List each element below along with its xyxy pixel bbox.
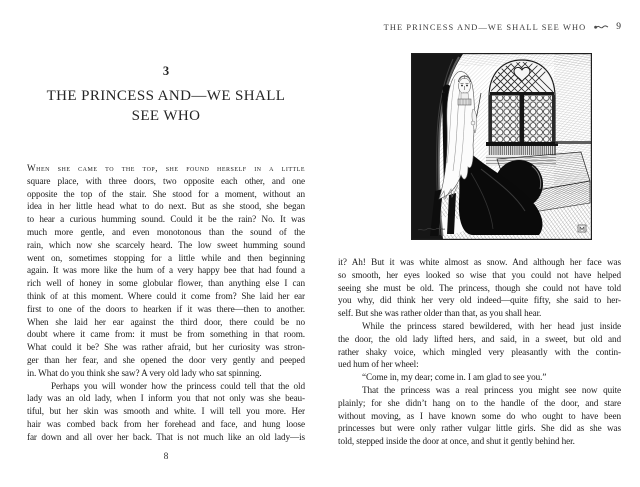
body-line: That the princess was a real princess you might see now quite	[362, 384, 621, 395]
body-line: When she laid her ear against the third door, there could be no	[27, 316, 305, 327]
body-line: idea in her little head what to do next. But as she stood, she began	[27, 201, 305, 212]
running-head-title: THE PRINCESS AND—WE SHALL SEE WHO	[383, 22, 587, 32]
body-line: rain, which now she scarcely heard. The low sweet humming sound	[27, 239, 305, 250]
bullseye-panes-left	[492, 96, 520, 142]
chapter-number: 3	[162, 64, 170, 78]
right-page-number: 9	[616, 22, 621, 32]
body-line: the door, the old lady lifted hers, and said, in a sweet, but old and	[338, 333, 621, 344]
body-line: think of at this moment. Where could it come from? She laid her ear	[27, 290, 305, 301]
body-line: went on, sometimes stopping for a little while and then beginning	[27, 252, 305, 263]
body-line: far down and all over her back. That is not much like an old lady—is	[27, 431, 305, 442]
body-line: hair was combed back from her forehead and face, and hung loose	[27, 418, 305, 429]
body-line: lady was an old lady, when I inform you that not only was she beau-	[27, 393, 305, 404]
body-line: again. It was more like the hum of a very happy bee that had found a	[27, 265, 305, 276]
body-line: rich well of honey in some globular flower, than anything else I can	[27, 278, 305, 289]
body-line: without moving, as I have known some do who ought to have been	[338, 410, 621, 421]
body-line: much more gentle, and even monotonous than the sound of the	[27, 226, 305, 237]
body-line: in. What do you think she saw? A very old lady who sat spinning.	[27, 367, 262, 378]
chapter-title-line-2: SEE WHO	[131, 108, 201, 124]
body-line: opposite the top of the stair. She stood for a moment, without an	[27, 188, 305, 199]
artist-monogram	[578, 225, 586, 232]
body-line: plainly; for she didn’t hang on to the handle of the door, and stare	[338, 397, 621, 408]
left-body-text	[27, 162, 305, 444]
chapter-title-line-1: THE PRINCESS AND—WE SHALL	[46, 88, 286, 104]
window-sill	[486, 142, 558, 146]
bullseye-panes-right	[524, 96, 552, 142]
body-line: seeing she must be old. The princess, though she could not have told	[338, 282, 621, 293]
body-line: square place, with three doors, two opposite each other, and one	[27, 175, 305, 186]
body-line: What could it be? She was rather afraid, but her curiosity was stron-	[27, 342, 305, 353]
body-line: While the princess stared bewildered, with her head just inside	[362, 320, 621, 331]
body-line: you why, did think her very old indeed—quite fifty, she said to her-	[338, 295, 621, 306]
body-line: Perhaps you will wonder how the princess could tell that the old	[51, 380, 305, 391]
right-body-text	[338, 256, 621, 448]
body-line: rather shaky voice, which mingled very pleasantly with the contin-	[338, 346, 621, 357]
body-line: When she came to the top, she found herself in a little	[27, 163, 305, 173]
woodcut-illustration	[411, 53, 592, 240]
princess-spinning-illustration	[411, 53, 592, 240]
body-line: princesses but were only rather vulgar little girls. She did as she was	[338, 423, 621, 434]
chapter-title	[27, 86, 305, 126]
page-left	[27, 0, 305, 487]
left-page-number: 8	[163, 452, 169, 462]
body-line: it? Ah! But it was white almost as snow. And although her face was	[338, 257, 621, 267]
body-line: ued hum of her wheel:	[338, 359, 419, 370]
page-right	[338, 0, 621, 487]
body-line: self. But she was rather older than that, as you shall hear.	[338, 308, 542, 319]
body-line: tiful, but her skin was smooth and white. I will tell you more. Her	[27, 406, 305, 417]
body-line: “Come in, my dear; come in. I am glad to see you.”	[362, 372, 547, 383]
body-line: told, stepped inside the door at once, and shut it gently behind her.	[338, 436, 575, 447]
body-line: doubt where it came from: it must be from something in that room.	[27, 329, 305, 340]
body-line: so smooth, her eyes looked so wise that you could not have helped	[338, 269, 621, 280]
body-line: ger than her fear, and she opened the door very gently and peeped	[27, 354, 305, 365]
body-line: to hear a curious humming sound. Could it be the rain? No. It was	[27, 214, 305, 225]
body-line: first to one of the doors to hearken if it was there—then to another.	[27, 303, 305, 314]
fleuron-icon	[593, 23, 609, 31]
running-head	[338, 22, 621, 32]
